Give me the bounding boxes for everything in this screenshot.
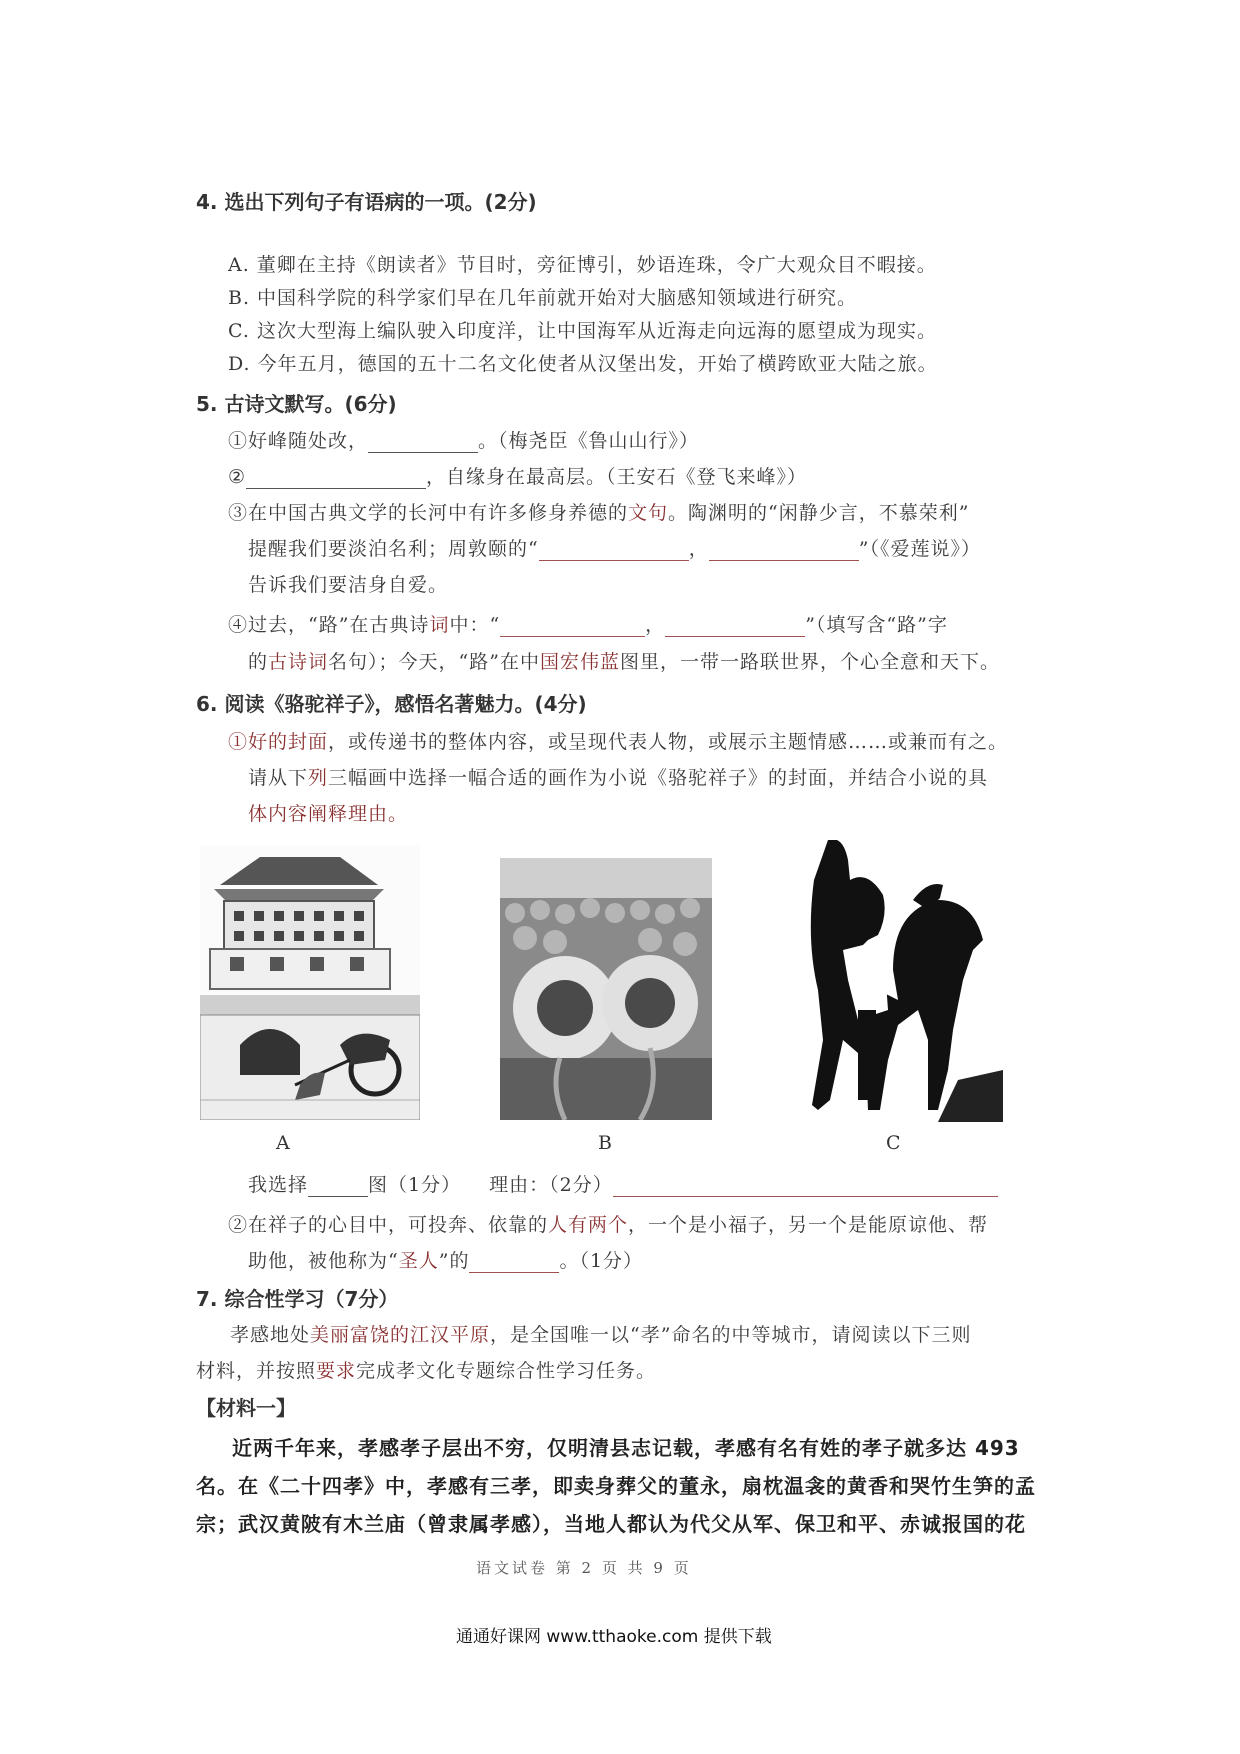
picture-b-sunflowers[interactable] (500, 858, 712, 1120)
picture-c-camel-silhouette[interactable] (788, 840, 1003, 1122)
q7-line-2 (196, 1356, 656, 1383)
q4-title: 4. 选出下列句子有语病的一项。(2分) (196, 190, 537, 214)
q6-line-5-score: 。（1分） (559, 1250, 644, 1272)
q7-material-para-2: 名。在《二十四孝》中，孝感有三孝，即卖身葬父的董永，扇枕温衾的黄香和哭竹生笋的孟 (196, 1474, 1036, 1498)
q4-option-d: D. 今年五月，德国的五十二名文化使者从汉堡出发，开始了横跨欧亚大陆之旅。 (228, 353, 938, 375)
q7-line-2-red: 要求 (316, 1360, 357, 1382)
q6-line-2-a: 请从下 (248, 767, 309, 789)
q5-line-1-source: 。（梅尧臣《鲁山山行》） (478, 430, 700, 452)
picture-a-city-gate-rickshaw[interactable] (200, 845, 420, 1120)
q5-line-7-red-b: 国宏伟蓝 (539, 651, 620, 673)
q6-line-4 (228, 1210, 988, 1237)
page-footer: 语文试卷 第 2 页 共 9 页 (476, 1559, 692, 1577)
q6-line-5-b: ”的 (438, 1250, 470, 1272)
q6-line-2-b: 三幅画中选择一幅合适的画作为小说《骆驼祥子》的封面，并结合小说的具 (328, 767, 989, 789)
caption-b: B (598, 1132, 612, 1154)
q7-line-1-b: ，是全国唯一以“孝”命名的中等城市，请阅读以下三则 (490, 1324, 972, 1346)
q5-blank-1[interactable] (368, 430, 478, 453)
q6-line-1 (228, 727, 1008, 754)
q6-choose-score: 图（1分） (368, 1174, 462, 1196)
q5-line-1 (228, 426, 699, 453)
q7-line-2-a: 材料，并按照 (196, 1360, 317, 1382)
q5-line-3 (228, 498, 969, 525)
q5-line-6-hint: ”（填写含“路”字 (805, 614, 948, 636)
q6-choose-label: 我选择 (248, 1174, 309, 1196)
q5-line-6-red: 词 (429, 614, 450, 636)
q5-line-7-b: 名句）；今天，“路”在中 (328, 651, 540, 673)
q5-line-4-source: ”（《爱莲说》） (858, 538, 981, 560)
q7-line-1 (230, 1320, 971, 1347)
q6-choose-blank[interactable] (308, 1174, 368, 1197)
q5-line-5: 告诉我们要洁身自爱。 (248, 574, 449, 596)
q7-line-1-a: 孝感地处 (230, 1324, 311, 1346)
q6-line-2 (248, 763, 988, 790)
download-credit: 通通好课网 www.tthaoke.com 提供下载 (456, 1627, 772, 1647)
q5-line-7 (248, 647, 1000, 674)
q5-blank-5[interactable] (500, 614, 645, 637)
q5-line-4-text: 提醒我们要淡泊名利；周敦颐的“ (248, 538, 539, 560)
q6-saint-blank[interactable] (469, 1250, 559, 1273)
q5-line-4-comma: ， (688, 538, 709, 560)
q6-line-3-text: 体内容阐释理由。 (248, 803, 409, 825)
q4-option-c: C. 这次大型海上编队驶入印度洋，让中国海军从近海走向远海的愿望成为现实。 (228, 320, 937, 342)
q7-line-1-red: 美丽富饶的江汉平原 (310, 1324, 491, 1346)
q6-title: 6. 阅读《骆驼祥子》，感悟名著魅力。(4分) (196, 692, 587, 716)
q5-line-7-c: 图里，一带一路联世界，个心全意和天下。 (619, 651, 1000, 673)
q7-material-heading: 【材料一】 (196, 1396, 296, 1420)
q5-line-2-num: ② (228, 466, 247, 488)
q5-line-3-text: ③在中国古典文学的长河中有许多修身养德的 (228, 502, 629, 524)
q7-material-para-3: 宗；武汉黄陂有木兰庙（曾隶属孝感），当地人都认为代父从军、保卫和平、赤诚报国的花 (196, 1512, 1026, 1536)
q6-line-3 (248, 799, 408, 826)
q6-reason-label: 理由：（2分） (489, 1174, 613, 1196)
q6-line-4-a: ②在祥子的心目中，可投奔、依靠的 (228, 1214, 549, 1236)
q4-option-a: A. 董卿在主持《朗读者》节目时，旁征博引，妙语连珠，令广大观众目不暇接。 (228, 254, 937, 276)
q5-title: 5. 古诗文默写。(6分) (196, 392, 397, 416)
q6-line-1-num: ①好的 (228, 731, 289, 753)
q5-line-6-comma: ， (645, 614, 666, 636)
q5-line-7-red-a: 古诗词 (268, 651, 329, 673)
q5-blank-2[interactable] (246, 466, 426, 489)
q5-blank-6[interactable] (665, 614, 805, 637)
q5-line-6-mid: 中：“ (449, 614, 501, 636)
q6-line-1-red: 封面 (288, 731, 329, 753)
q5-line-2-text: ，自缘身在最高层。（王安石《登飞来峰》） (426, 466, 808, 488)
q5-line-3-red: 文句 (628, 502, 669, 524)
q6-line-1-text: ，或传递书的整体内容，或呈现代表人物，或展示主题情感……或兼而有之。 (328, 731, 1009, 753)
q5-line-1-text: ①好峰随处改， (228, 430, 369, 452)
q7-line-2-b: 完成孝文化专题综合性学习任务。 (356, 1360, 657, 1382)
q6-line-5-a: 助他，被他称为“ (248, 1250, 399, 1272)
q7-title: 7. 综合性学习（7分） (196, 1287, 399, 1311)
caption-a: A (276, 1132, 290, 1154)
q5-blank-3[interactable] (539, 538, 689, 561)
caption-c: C (886, 1132, 901, 1154)
q7-material-para-1: 近两千年来，孝感孝子层出不穷，仅明清县志记载，孝感有名有姓的孝子就多达 493 (232, 1436, 1020, 1460)
q6-line-4-red: 人有两个 (548, 1214, 629, 1236)
q5-line-2 (228, 462, 807, 489)
q6-choose-line (248, 1170, 998, 1197)
q5-line-6-text: ④过去，“路”在古典诗 (228, 614, 430, 636)
q5-line-4 (248, 534, 981, 561)
q6-line-2-red: 列 (308, 767, 329, 789)
q6-line-5-red: 圣人 (398, 1250, 439, 1272)
q6-reason-blank[interactable] (613, 1174, 998, 1197)
q5-line-3-quote: 。陶渊明的“闲静少言，不慕荣利” (668, 502, 970, 524)
q6-line-5 (248, 1246, 643, 1273)
q4-option-b: B. 中国科学院的科学家们早在几年前就开始对大脑感知领域进行研究。 (228, 287, 858, 309)
q5-line-7-a: 的 (248, 651, 269, 673)
q6-line-4-b: ，一个是小福子，另一个是能原谅他、帮 (628, 1214, 989, 1236)
q5-blank-4[interactable] (709, 538, 859, 561)
q5-line-6 (228, 610, 948, 637)
